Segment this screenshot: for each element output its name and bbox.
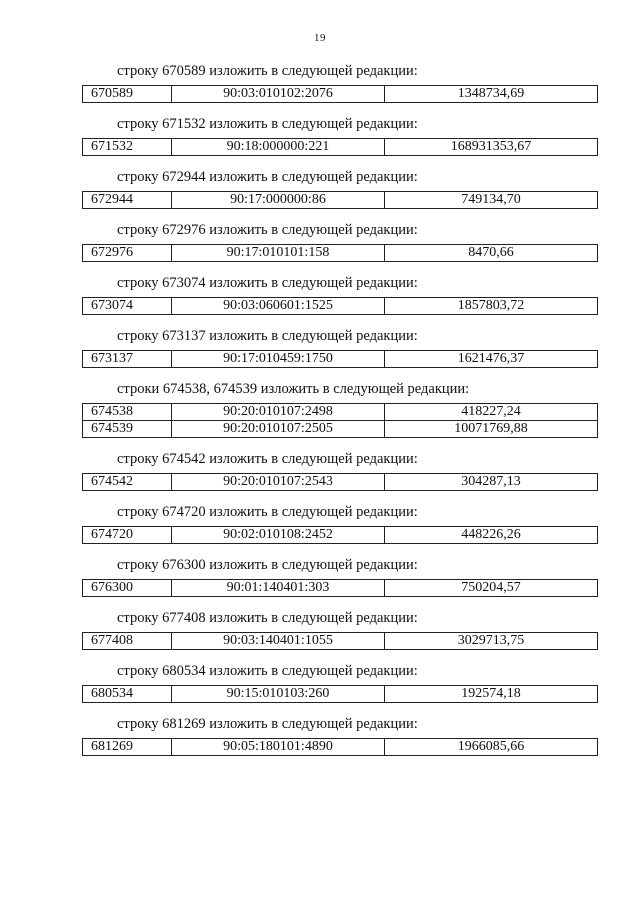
value-cell: 1966085,66: [385, 739, 598, 756]
amendment-instruction: строку 681269 изложить в следующей редакции:: [117, 716, 418, 732]
cadastral-number-cell: 90:03:140401:1055: [172, 633, 385, 650]
amendment-section: [0, 111, 640, 156]
amendment-section: [0, 552, 640, 597]
amendment-table: [82, 350, 598, 368]
amendment-section: [0, 164, 640, 209]
amendment-section: [0, 711, 640, 756]
cadastral-number-cell: 90:05:180101:4890: [172, 739, 385, 756]
amendment-instruction: строку 671532 изложить в следующей редакции:: [117, 116, 418, 132]
amendment-table: [82, 632, 598, 650]
table-row: [83, 298, 598, 315]
table-row: [83, 527, 598, 544]
amendment-table: [82, 138, 598, 156]
table-row: [83, 139, 598, 156]
value-cell: 448226,26: [385, 527, 598, 544]
cadastral-number-cell: 90:18:000000:221: [172, 139, 385, 156]
row-number-cell: 680534: [83, 686, 172, 703]
amendment-table: [82, 297, 598, 315]
cadastral-number-cell: 90:01:140401:303: [172, 580, 385, 597]
amendment-section: [0, 217, 640, 262]
amendment-table: [82, 685, 598, 703]
amendment-section: [0, 499, 640, 544]
amendment-instruction: строку 670589 изложить в следующей редакции:: [117, 63, 418, 79]
value-cell: 750204,57: [385, 580, 598, 597]
amendment-table: [82, 579, 598, 597]
table-row: [83, 245, 598, 262]
amendment-section: [0, 658, 640, 703]
amendment-section: [0, 605, 640, 650]
amendment-section: [0, 58, 640, 103]
row-number-cell: 674720: [83, 527, 172, 544]
amendment-table: [82, 526, 598, 544]
table-row: [83, 192, 598, 209]
amendment-instruction: строку 680534 изложить в следующей редакции:: [117, 663, 418, 679]
amendment-table: [82, 191, 598, 209]
amendment-instruction: строку 673074 изложить в следующей редакции:: [117, 275, 418, 291]
table-row: [83, 474, 598, 491]
value-cell: 418227,24: [385, 404, 598, 421]
amendment-section: [0, 376, 640, 438]
amendment-instruction: строку 672976 изложить в следующей редакции:: [117, 222, 418, 238]
amendment-instruction: строку 673137 изложить в следующей редакции:: [117, 328, 418, 344]
value-cell: 749134,70: [385, 192, 598, 209]
document-body: [0, 58, 640, 764]
row-number-cell: 674542: [83, 474, 172, 491]
value-cell: 1348734,69: [385, 86, 598, 103]
amendment-instruction: строку 672944 изложить в следующей редакции:: [117, 169, 418, 185]
cadastral-number-cell: 90:03:010102:2076: [172, 86, 385, 103]
value-cell: 8470,66: [385, 245, 598, 262]
table-row: [83, 580, 598, 597]
cadastral-number-cell: 90:17:000000:86: [172, 192, 385, 209]
page-number: 19: [314, 32, 326, 44]
cadastral-number-cell: 90:17:010101:158: [172, 245, 385, 262]
table-row: [83, 739, 598, 756]
amendment-instruction: строки 674538, 674539 изложить в следующей редакции:: [117, 381, 470, 397]
table-row: [83, 404, 598, 421]
amendment-table: [82, 473, 598, 491]
value-cell: 3029713,75: [385, 633, 598, 650]
amendment-section: [0, 323, 640, 368]
table-row: [83, 686, 598, 703]
amendment-instruction: строку 674542 изложить в следующей редакции:: [117, 451, 418, 467]
value-cell: 1857803,72: [385, 298, 598, 315]
table-row: [83, 86, 598, 103]
cadastral-number-cell: 90:15:010103:260: [172, 686, 385, 703]
amendment-table: [82, 403, 598, 438]
amendment-table: [82, 244, 598, 262]
row-number-cell: 681269: [83, 739, 172, 756]
value-cell: 10071769,88: [385, 421, 598, 438]
row-number-cell: 677408: [83, 633, 172, 650]
value-cell: 304287,13: [385, 474, 598, 491]
table-row: [83, 351, 598, 368]
amendment-instruction: строку 677408 изложить в следующей редакции:: [117, 610, 418, 626]
cadastral-number-cell: 90:20:010107:2505: [172, 421, 385, 438]
amendment-section: [0, 446, 640, 491]
row-number-cell: 674539: [83, 421, 172, 438]
amendment-instruction: строку 676300 изложить в следующей редакции:: [117, 557, 418, 573]
cadastral-number-cell: 90:03:060601:1525: [172, 298, 385, 315]
cadastral-number-cell: 90:20:010107:2543: [172, 474, 385, 491]
row-number-cell: 674538: [83, 404, 172, 421]
row-number-cell: 673137: [83, 351, 172, 368]
value-cell: 168931353,67: [385, 139, 598, 156]
cadastral-number-cell: 90:20:010107:2498: [172, 404, 385, 421]
row-number-cell: 672944: [83, 192, 172, 209]
row-number-cell: 671532: [83, 139, 172, 156]
amendment-instruction: строку 674720 изложить в следующей редакции:: [117, 504, 418, 520]
row-number-cell: 676300: [83, 580, 172, 597]
cadastral-number-cell: 90:17:010459:1750: [172, 351, 385, 368]
table-row: [83, 421, 598, 438]
amendment-table: [82, 85, 598, 103]
amendment-section: [0, 270, 640, 315]
row-number-cell: 673074: [83, 298, 172, 315]
table-row: [83, 633, 598, 650]
cadastral-number-cell: 90:02:010108:2452: [172, 527, 385, 544]
value-cell: 192574,18: [385, 686, 598, 703]
row-number-cell: 670589: [83, 86, 172, 103]
value-cell: 1621476,37: [385, 351, 598, 368]
row-number-cell: 672976: [83, 245, 172, 262]
amendment-table: [82, 738, 598, 756]
